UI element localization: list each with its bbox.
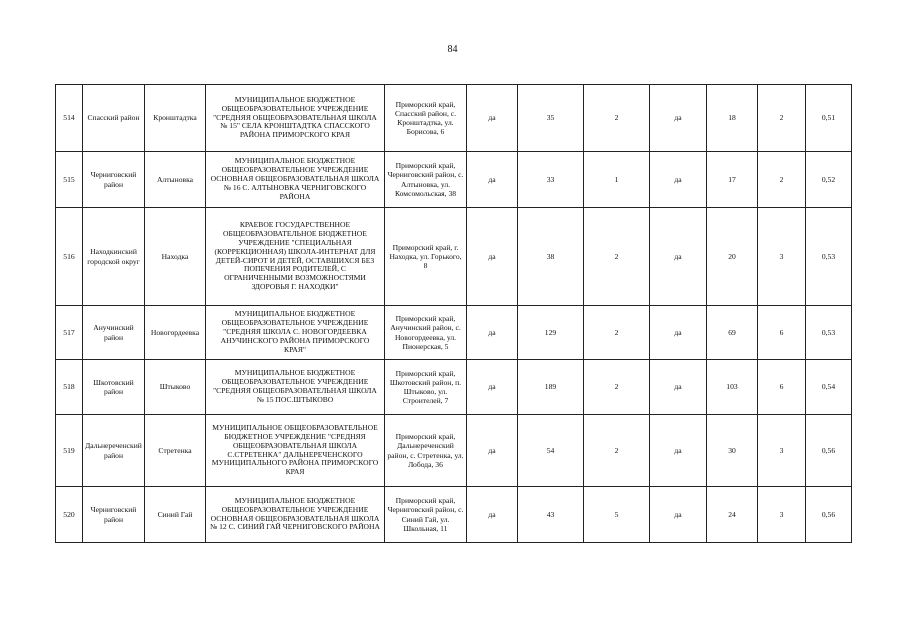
value-cell: 43 xyxy=(518,487,584,543)
value-cell: 33 xyxy=(518,152,584,208)
table-row xyxy=(56,487,852,543)
page-number: 84 xyxy=(447,44,458,55)
schools-table xyxy=(55,84,852,543)
value-cell: 2 xyxy=(584,208,650,306)
address-cell: Приморский край, Спасский район, с. Кронштадтка, ул. Борисова, 6 xyxy=(385,85,467,152)
value-cell: 6 xyxy=(758,306,806,360)
district-cell: Находкинский городской округ xyxy=(83,208,145,306)
value-cell: 2 xyxy=(758,85,806,152)
value-cell: 2 xyxy=(584,360,650,415)
institution-name-cell: МУНИЦИПАЛЬНОЕ БЮДЖЕТНОЕ ОБЩЕОБРАЗОВАТЕЛЬНОЕ УЧРЕЖДЕНИЕ "СРЕДНЯЯ ОБЩЕОБРАЗОВАТЕЛЬНАЯ ШКОЛА № 15 ПОС.ШТЫКОВО xyxy=(206,360,385,415)
value-cell: 2 xyxy=(584,85,650,152)
value-cell: да xyxy=(467,360,518,415)
value-cell: 24 xyxy=(707,487,758,543)
locality-cell: Синий Гай xyxy=(145,487,206,543)
institution-name-cell: МУНИЦИПАЛЬНОЕ ОБЩЕОБРАЗОВАТЕЛЬНОЕ БЮДЖЕТНОЕ УЧРЕЖДЕНИЕ "СРЕДНЯЯ ОБЩЕОБРАЗОВАТЕЛЬНАЯ ШКОЛА С.СТРЕТЕНКА" ДАЛЬНЕРЕЧЕНСКОГО МУНИЦИПАЛЬНОГО РАЙОНА ПРИМОРСКОГО КРАЯ xyxy=(206,415,385,487)
value-cell: да xyxy=(467,208,518,306)
table-row xyxy=(56,85,852,152)
row-number: 518 xyxy=(56,360,83,415)
value-cell: да xyxy=(467,487,518,543)
value-cell: 0,54 xyxy=(806,360,852,415)
value-cell: 69 xyxy=(707,306,758,360)
value-cell: да xyxy=(467,85,518,152)
value-cell: 17 xyxy=(707,152,758,208)
value-cell: да xyxy=(467,152,518,208)
table-row xyxy=(56,360,852,415)
value-cell: 18 xyxy=(707,85,758,152)
table-row xyxy=(56,208,852,306)
value-cell: 3 xyxy=(758,487,806,543)
locality-cell: Стретенка xyxy=(145,415,206,487)
value-cell: 0,53 xyxy=(806,208,852,306)
value-cell: 6 xyxy=(758,360,806,415)
value-cell: да xyxy=(467,306,518,360)
value-cell: 38 xyxy=(518,208,584,306)
value-cell: 0,56 xyxy=(806,487,852,543)
value-cell: 1 xyxy=(584,152,650,208)
value-cell: 103 xyxy=(707,360,758,415)
locality-cell: Алтыновка xyxy=(145,152,206,208)
value-cell: 129 xyxy=(518,306,584,360)
row-number: 520 xyxy=(56,487,83,543)
address-cell: Приморский край, Анучинский район, с. Новогордеевка, ул. Пионерская, 5 xyxy=(385,306,467,360)
value-cell: 5 xyxy=(584,487,650,543)
institution-name-cell: МУНИЦИПАЛЬНОЕ БЮДЖЕТНОЕ ОБЩЕОБРАЗОВАТЕЛЬНОЕ УЧРЕЖДЕНИЕ ОСНОВНАЯ ОБЩЕОБРАЗОВАТЕЛЬНАЯ ШКОЛА № 12 С. СИНИЙ ГАЙ ЧЕРНИГОВСКОГО РАЙОНА xyxy=(206,487,385,543)
value-cell: да xyxy=(650,85,707,152)
row-number: 519 xyxy=(56,415,83,487)
value-cell: да xyxy=(650,208,707,306)
locality-cell: Кронштадтка xyxy=(145,85,206,152)
value-cell: 20 xyxy=(707,208,758,306)
value-cell: 3 xyxy=(758,208,806,306)
locality-cell: Штыково xyxy=(145,360,206,415)
value-cell: да xyxy=(650,487,707,543)
locality-cell: Новогордеевка xyxy=(145,306,206,360)
table-row xyxy=(56,306,852,360)
value-cell: да xyxy=(650,415,707,487)
district-cell: Дальнереченский район xyxy=(83,415,145,487)
institution-name-cell: МУНИЦИПАЛЬНОЕ БЮДЖЕТНОЕ ОБЩЕОБРАЗОВАТЕЛЬНОЕ УЧРЕЖДЕНИЕ ОСНОВНАЯ ОБЩЕОБРАЗОВАТЕЛЬНАЯ ШКОЛА № 16 С. АЛТЫНОВКА ЧЕРНИГОВСКОГО РАЙОНА xyxy=(206,152,385,208)
district-cell: Шкотовский район xyxy=(83,360,145,415)
district-cell: Спасский район xyxy=(83,85,145,152)
row-number: 517 xyxy=(56,306,83,360)
table-row xyxy=(56,152,852,208)
value-cell: 35 xyxy=(518,85,584,152)
district-cell: Черниговский район xyxy=(83,487,145,543)
value-cell: да xyxy=(650,306,707,360)
institution-name-cell: КРАЕВОЕ ГОСУДАРСТВЕННОЕ ОБЩЕОБРАЗОВАТЕЛЬНОЕ БЮДЖЕТНОЕ УЧРЕЖДЕНИЕ "СПЕЦИАЛЬНАЯ (КОРРЕКЦИОННАЯ) ШКОЛА-ИНТЕРНАТ ДЛЯ ДЕТЕЙ-СИРОТ И ДЕТЕЙ, ОСТАВШИХСЯ БЕЗ ПОПЕЧЕНИЯ РОДИТЕЛЕЙ, С ОГРАНИЧЕННЫМИ ВОЗМОЖНОСТЯМИ ЗДОРОВЬЯ Г. НАХОДКИ" xyxy=(206,208,385,306)
value-cell: 3 xyxy=(758,415,806,487)
value-cell: 0,56 xyxy=(806,415,852,487)
row-number: 515 xyxy=(56,152,83,208)
value-cell: 0,51 xyxy=(806,85,852,152)
address-cell: Приморский край, Черниговский район, с. Алтыновка, ул. Комсомольская, 38 xyxy=(385,152,467,208)
address-cell: Приморский край, г. Находка, ул. Горького, 8 xyxy=(385,208,467,306)
value-cell: да xyxy=(467,415,518,487)
institution-name-cell: МУНИЦИПАЛЬНОЕ БЮДЖЕТНОЕ ОБЩЕОБРАЗОВАТЕЛЬНОЕ УЧРЕЖДЕНИЕ "СРЕДНЯЯ ШКОЛА С. НОВОГОРДЕЕВКА АНУЧИНСКОГО РАЙОНА ПРИМОРСКОГО КРАЯ" xyxy=(206,306,385,360)
district-cell: Анучинский район xyxy=(83,306,145,360)
row-number: 516 xyxy=(56,208,83,306)
value-cell: да xyxy=(650,152,707,208)
value-cell: 2 xyxy=(584,415,650,487)
value-cell: 0,52 xyxy=(806,152,852,208)
address-cell: Приморский край, Шкотовский район, п. Штыково, ул. Строителей, 7 xyxy=(385,360,467,415)
value-cell: 189 xyxy=(518,360,584,415)
locality-cell: Находка xyxy=(145,208,206,306)
institution-name-cell: МУНИЦИПАЛЬНОЕ БЮДЖЕТНОЕ ОБЩЕОБРАЗОВАТЕЛЬНОЕ УЧРЕЖДЕНИЕ "СРЕДНЯЯ ОБЩЕОБРАЗОВАТЕЛЬНАЯ ШКОЛА № 15" СЕЛА КРОНШТАДТКА СПАССКОГО РАЙОНА ПРИМОРСКОГО КРАЯ xyxy=(206,85,385,152)
value-cell: да xyxy=(650,360,707,415)
row-number: 514 xyxy=(56,85,83,152)
value-cell: 30 xyxy=(707,415,758,487)
district-cell: Черниговский район xyxy=(83,152,145,208)
value-cell: 2 xyxy=(758,152,806,208)
table-row xyxy=(56,415,852,487)
address-cell: Приморский край, Черниговский район, с. Синий Гай, ул. Школьная, 11 xyxy=(385,487,467,543)
value-cell: 54 xyxy=(518,415,584,487)
address-cell: Приморский край, Дальнереченский район, с. Стретенка, ул. Лобода, 36 xyxy=(385,415,467,487)
value-cell: 0,53 xyxy=(806,306,852,360)
value-cell: 2 xyxy=(584,306,650,360)
